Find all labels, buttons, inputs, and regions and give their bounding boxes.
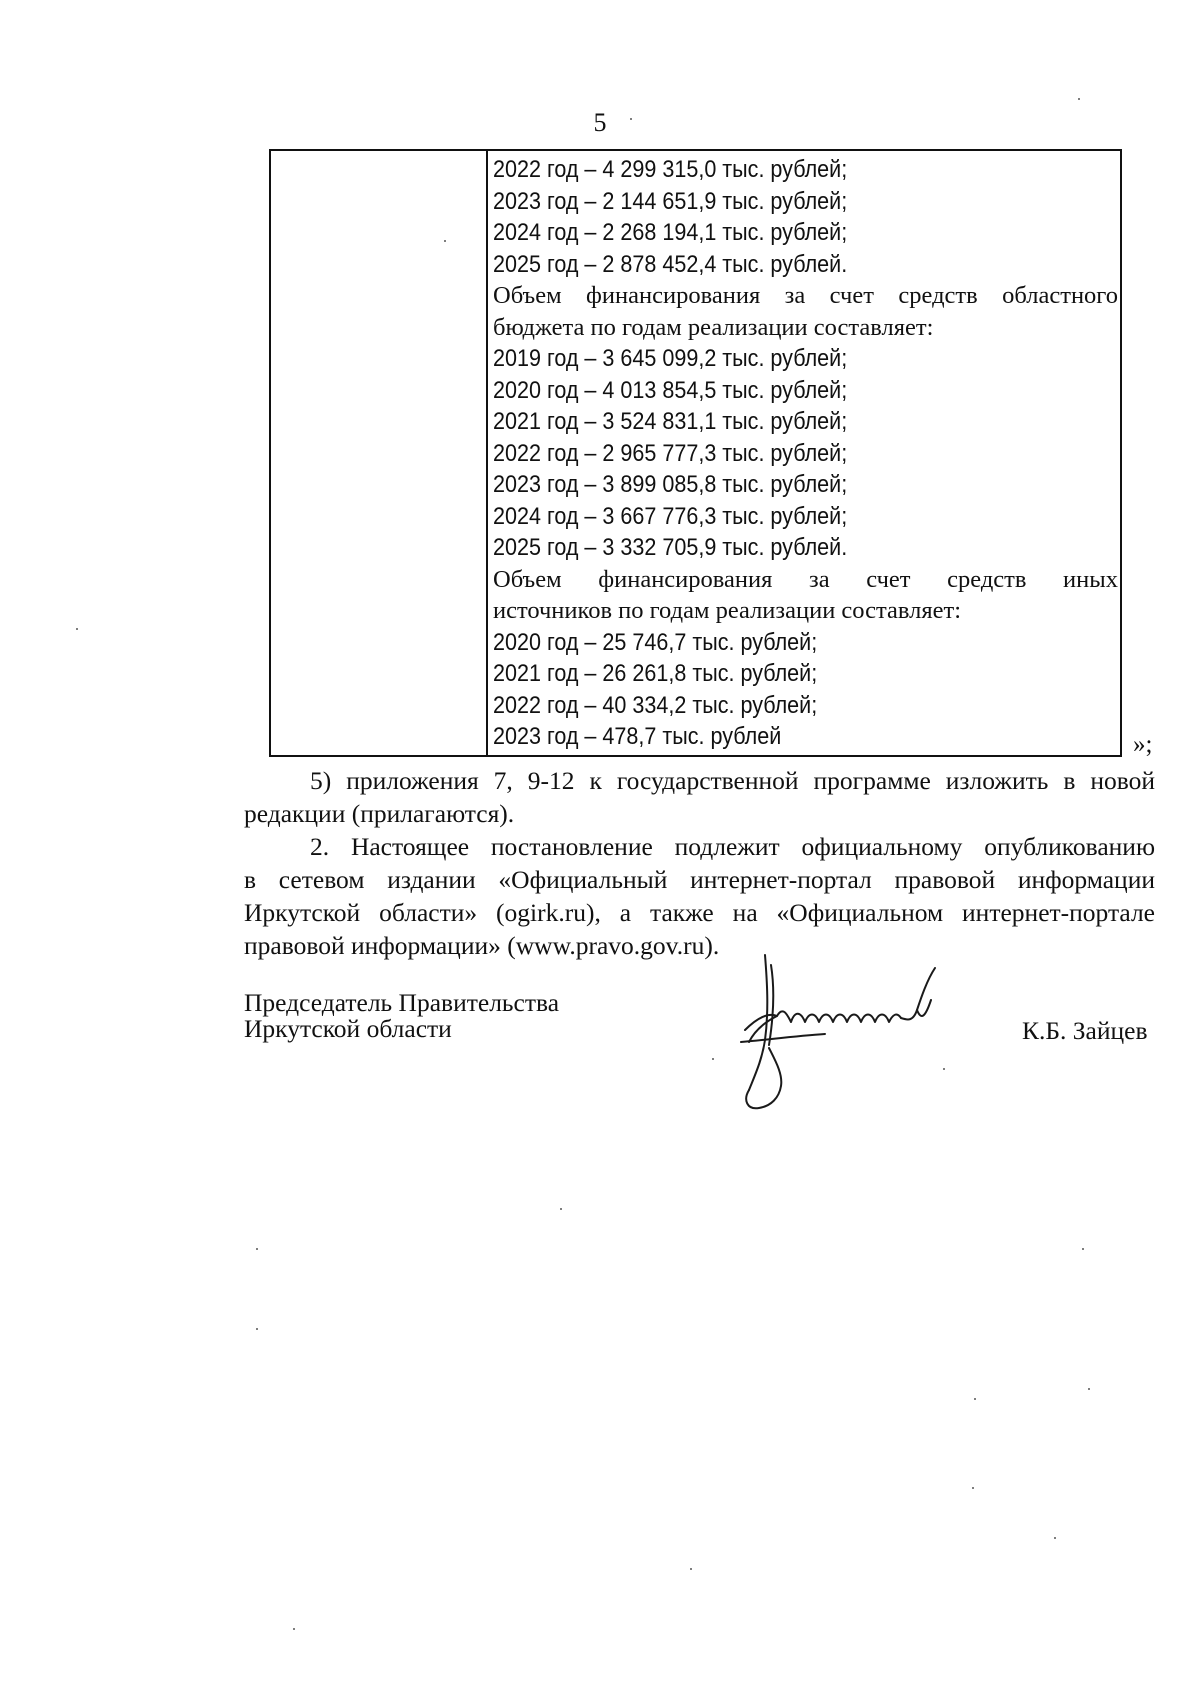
table-line: 2023 год – 478,7 тыс. рублей xyxy=(493,723,782,750)
scan-speck xyxy=(256,1328,258,1330)
paragraph-clause-2 xyxy=(244,830,1155,962)
table-line: 2023 год – 3 899 085,8 тыс. рублей; xyxy=(493,471,848,498)
paragraph-item-5 xyxy=(244,764,1155,830)
scan-speck xyxy=(1082,1248,1084,1250)
scan-speck xyxy=(76,628,78,630)
paragraph-line: 5) приложения 7, 9-12 к государственной программе изложить в новой xyxy=(310,766,1155,795)
closing-quote: »; xyxy=(1133,731,1153,758)
table-line: 2024 год – 3 667 776,3 тыс. рублей; xyxy=(493,502,848,530)
signatory-name: К.Б. Зайцев xyxy=(1022,1016,1148,1045)
paragraph-line: в сетевом издании «Официальный интернет-портал правовой информации xyxy=(244,865,1155,894)
table-line: 2025 год – 2 878 452,4 тыс. рублей. xyxy=(493,250,848,278)
paragraph-line: редакции (прилагаются). xyxy=(244,799,515,828)
table-line: 2021 год – 26 261,8 тыс. рублей; xyxy=(493,660,818,687)
page-number: 5 xyxy=(593,108,607,137)
signatory-title-line: Председатель Правительства xyxy=(244,988,560,1017)
table-line: 2025 год – 3 332 705,9 тыс. рублей. xyxy=(493,534,848,561)
paragraph-line: 2. Настоящее постановление подлежит официальному опубликованию xyxy=(310,832,1155,861)
paragraph-line: Иркутской области» (ogirk.ru), а также на «Официальном интернет-портале xyxy=(244,898,1155,927)
signatory-title-line: Иркутской области xyxy=(244,1014,452,1043)
scan-speck xyxy=(943,1068,945,1070)
signatory-title xyxy=(244,990,559,1042)
table-line: 2019 год – 3 645 099,2 тыс. рублей; xyxy=(493,345,848,372)
table-line: 2021 год – 3 524 831,1 тыс. рублей; xyxy=(493,408,848,435)
scan-speck xyxy=(974,1398,976,1400)
scan-speck xyxy=(293,1628,295,1630)
scan-speck xyxy=(690,1568,692,1570)
scan-speck xyxy=(1054,1537,1056,1539)
table-line: 2020 год – 25 746,7 тыс. рублей; xyxy=(493,628,818,656)
financing-table xyxy=(269,149,1122,757)
table-line: 2024 год – 2 268 194,1 тыс. рублей; xyxy=(493,219,848,246)
table-financing-cell xyxy=(493,154,1118,753)
paragraph-line: правовой информации» (www.pravo.gov.ru). xyxy=(244,931,720,960)
table-line: 2022 год – 2 965 777,3 тыс. рублей; xyxy=(493,439,848,467)
table-line: 2022 год – 40 334,2 тыс. рублей; xyxy=(493,691,818,719)
table-column-divider xyxy=(486,151,488,755)
table-line: источников по годам реализации составляет: xyxy=(493,597,962,624)
scan-speck xyxy=(972,1487,974,1489)
scan-speck xyxy=(444,240,446,242)
table-line: Объем финансирования за счет средств областного xyxy=(493,282,1118,309)
scan-speck xyxy=(1078,98,1080,100)
table-line: 2020 год – 4 013 854,5 тыс. рублей; xyxy=(493,376,848,404)
scan-speck xyxy=(630,118,632,120)
scan-speck xyxy=(1088,1388,1090,1390)
handwritten-signature xyxy=(735,950,965,1110)
scan-speck xyxy=(256,1248,258,1250)
table-line: бюджета по годам реализации составляет: xyxy=(493,313,934,341)
table-line: 2022 год – 4 299 315,0 тыс. рублей; xyxy=(493,156,848,183)
table-line: 2023 год – 2 144 651,9 тыс. рублей; xyxy=(493,187,848,215)
table-line: Объем финансирования за счет средств иных xyxy=(493,565,1118,593)
scan-speck xyxy=(560,1208,562,1210)
scan-speck xyxy=(712,1058,714,1060)
